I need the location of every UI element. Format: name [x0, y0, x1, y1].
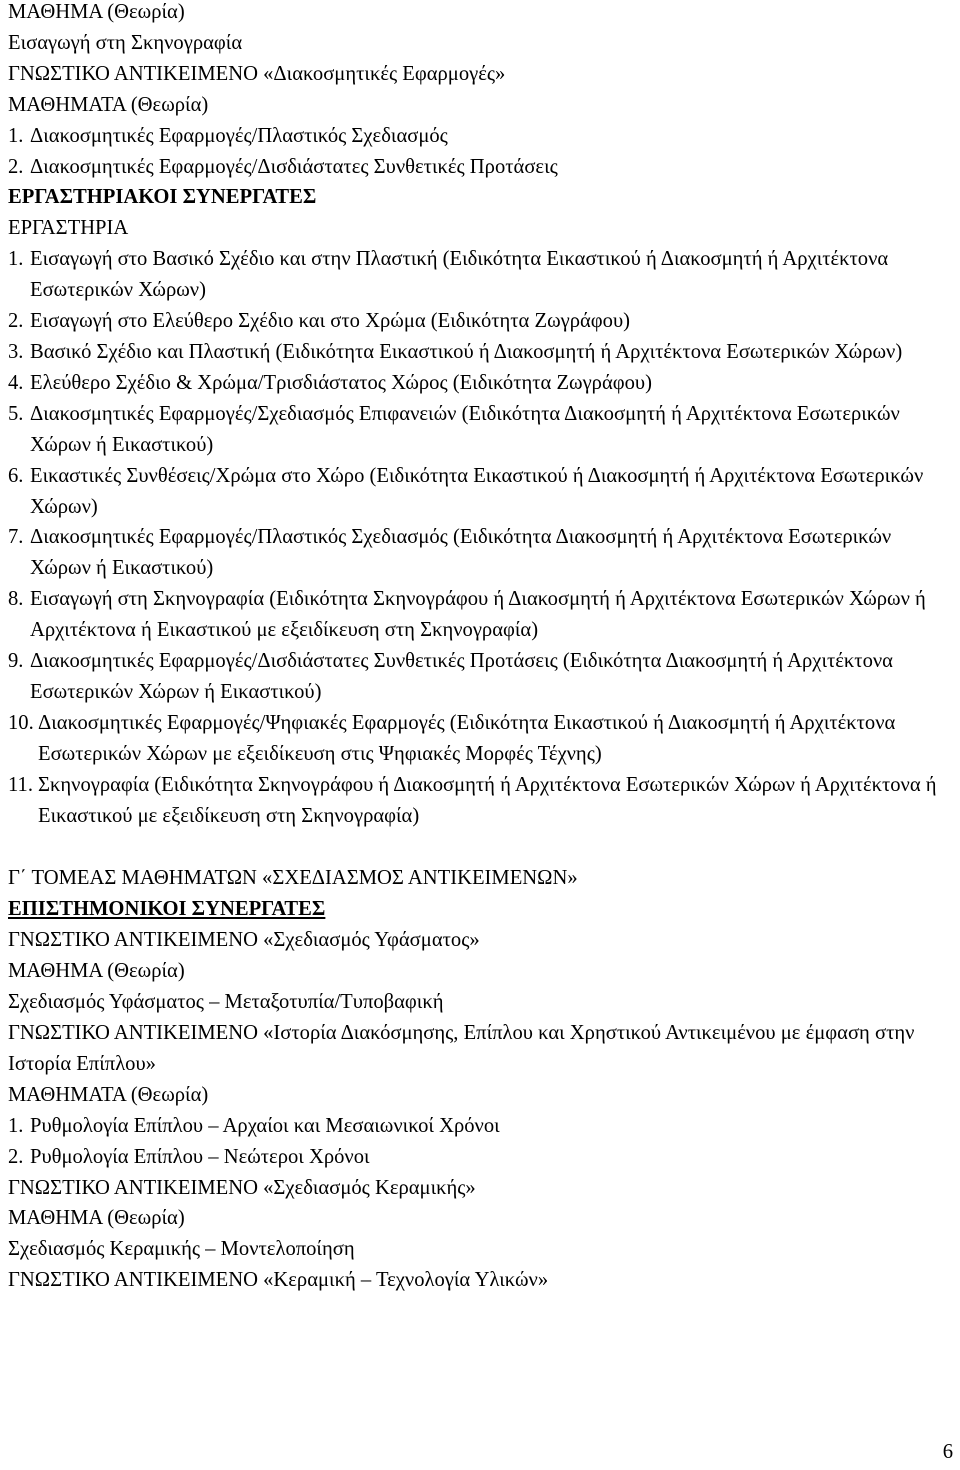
list-item-text: Βασικό Σχέδιο και Πλαστική (Ειδικότητα Εικαστικού ή Διακοσμητή ή Αρχιτέκτονα Εσωτερικών Χώρων) [30, 340, 903, 363]
list-item-number: 6. [8, 464, 24, 487]
list-item-number: 8. [8, 588, 24, 611]
list-item-text: Διακοσμητικές Εφαρμογές/Πλαστικός Σχεδιασμός [30, 124, 448, 147]
list-item [8, 584, 953, 646]
lessons-heading: ΜΑΘΗΜΑΤΑ (Θεωρία) [8, 93, 209, 116]
list-item-text: Σκηνογραφία (Ειδικότητα Σκηνογράφου ή Διακοσμητή ή Αρχιτέκτονα Εσωτερικών Χώρων ή Αρχιτέκτονα ή Εικαστικού με εξειδίκευση στη Σκηνογραφία) [38, 773, 937, 827]
list-item-text: Εικαστικές Συνθέσεις/Χρώμα στο Χώρο (Ειδικότητα Εικαστικού ή Διακοσμητή ή Αρχιτέκτονα Εσωτερικών Χώρων) [30, 464, 924, 518]
list-item [8, 368, 953, 399]
list-item-text: Διακοσμητικές Εφαρμογές/Πλαστικός Σχεδιασμός (Ειδικότητα Διακοσμητή ή Αρχιτέκτονα Εσωτερικών Χώρων ή Εικαστικού) [30, 526, 892, 580]
page-number: 6 [942, 1441, 953, 1463]
list-item [8, 1142, 953, 1173]
list-item-number: 9. [8, 650, 24, 673]
list-item-number: 11. [8, 773, 33, 796]
list-item-text: Ρυθμολογία Επίπλου – Αρχαίοι και Μεσαιωνικοί Χρόνοι [30, 1114, 500, 1137]
list-item [8, 244, 953, 306]
sector-heading: Γ΄ ΤΟΜΕΑΣ ΜΑΘΗΜΑΤΩΝ «ΣΧΕΔΙΑΣΜΟΣ ΑΝΤΙΚΕΙΜΕΝΩΝ» [8, 867, 578, 890]
list-item [8, 461, 953, 523]
lesson-heading: ΜΑΘΗΜΑ (Θεωρία) [8, 1207, 185, 1230]
list-item-number: 2. [8, 310, 24, 333]
list-item [8, 1111, 953, 1142]
list-item [8, 770, 953, 832]
list-item [8, 337, 953, 368]
list-item-text: Ελεύθερο Σχέδιο & Χρώμα/Τρισδιάστατος Χώρος (Ειδικότητα Ζωγράφου) [30, 371, 652, 394]
list-item-number: 1. [8, 124, 24, 147]
scientific-collaborators-heading: ΕΠΙΣΤΗΜΟΝΙΚΟΙ ΣΥΝΕΡΓΑΤΕΣ [8, 898, 326, 921]
lesson-title: Εισαγωγή στη Σκηνογραφία [8, 31, 243, 54]
list-item [8, 152, 953, 183]
lesson-title: Σχεδιασμός Υφάσματος – Μεταξοτυπία/Τυποβαφική [8, 991, 444, 1014]
list-item-number: 1. [8, 1114, 24, 1137]
section-gap [8, 831, 953, 863]
document-page [8, 0, 953, 1296]
list-item-number: 10. [8, 711, 34, 734]
list-item [8, 399, 953, 461]
list-item-number: 2. [8, 155, 24, 178]
list-item-text: Εισαγωγή στο Βασικό Σχέδιο και στην Πλαστική (Ειδικότητα Εικαστικού ή Διακοσμητή ή Αρχιτέκτονα Εσωτερικών Χώρων) [30, 248, 889, 302]
list-item-number: 7. [8, 526, 24, 549]
list-item-text: Ρυθμολογία Επίπλου – Νεώτεροι Χρόνοι [30, 1145, 370, 1168]
list-item-text: Διακοσμητικές Εφαρμογές/Σχεδιασμός Επιφανειών (Ειδικότητα Διακοσμητή ή Αρχιτέκτονα Εσωτερικών Χώρων ή Εικαστικού) [30, 402, 900, 456]
lesson-heading: ΜΑΘΗΜΑ (Θεωρία) [8, 960, 185, 983]
list-item [8, 522, 953, 584]
list-item [8, 708, 953, 770]
list-item-text: Εισαγωγή στη Σκηνογραφία (Ειδικότητα Σκηνογράφου ή Διακοσμητή ή Αρχιτέκτονα Εσωτερικών Χώρων ή Αρχιτέκτονα ή Εικαστικού με εξειδίκευση στη Σκηνογραφία) [30, 588, 926, 642]
list-item-text: Εισαγωγή στο Ελεύθερο Σχέδιο και στο Χρώμα (Ειδικότητα Ζωγράφου) [30, 310, 631, 333]
subject-heading: ΓΝΩΣΤΙΚΟ ΑΝΤΙΚΕΙΜΕΝΟ «Σχεδιασμός Υφάσματος» [8, 929, 480, 952]
list-item-number: 5. [8, 402, 24, 425]
list-item [8, 306, 953, 337]
list-item-text: Διακοσμητικές Εφαρμογές/Δισδιάστατες Συνθετικές Προτάσεις (Ειδικότητα Διακοσμητή ή Αρχιτέκτονα Εσωτερικών Χώρων ή Εικαστικού) [30, 650, 893, 703]
subject-heading: ΓΝΩΣΤΙΚΟ ΑΝΤΙΚΕΙΜΕΝΟ «Σχεδιασμός Κεραμικής» [8, 1176, 476, 1199]
lab-collaborators-heading: ΕΡΓΑΣΤΗΡΙΑΚΟΙ ΣΥΝΕΡΓΑΤΕΣ [8, 186, 317, 209]
subject-heading: ΓΝΩΣΤΙΚΟ ΑΝΤΙΚΕΙΜΕΝΟ «Ιστορία Διακόσμησης, Επίπλου και Χρηστικού Αντικειμένου με έμφαση στην Ιστορία Επίπλου» [8, 1022, 915, 1075]
list-item-number: 1. [8, 248, 24, 271]
lesson-title: Σχεδιασμός Κεραμικής – Μοντελοποίηση [8, 1238, 355, 1261]
list-item [8, 121, 953, 152]
labs-heading: ΕΡΓΑΣΤΗΡΙΑ [8, 217, 129, 240]
list-item [8, 646, 953, 708]
list-item-text: Διακοσμητικές Εφαρμογές/Ψηφιακές Εφαρμογές (Ειδικότητα Εικαστικού ή Διακοσμητή ή Αρχιτέκτονα Εσωτερικών Χώρων με εξειδίκευση στις Ψηφιακές Μορφές Τέχνης) [38, 711, 896, 765]
subject-heading: ΓΝΩΣΤΙΚΟ ΑΝΤΙΚΕΙΜΕΝΟ «Διακοσμητικές Εφαρμογές» [8, 62, 506, 85]
list-item-text: Διακοσμητικές Εφαρμογές/Δισδιάστατες Συνθετικές Προτάσεις [30, 155, 558, 178]
list-item-number: 3. [8, 340, 24, 363]
lesson-heading: ΜΑΘΗΜΑ (Θεωρία) [8, 1, 185, 23]
list-item-number: 4. [8, 371, 24, 394]
subject-heading: ΓΝΩΣΤΙΚΟ ΑΝΤΙΚΕΙΜΕΝΟ «Κεραμική – Τεχνολογία Υλικών» [8, 1269, 549, 1292]
list-item-number: 2. [8, 1145, 24, 1168]
lessons-heading: ΜΑΘΗΜΑΤΑ (Θεωρία) [8, 1083, 209, 1106]
